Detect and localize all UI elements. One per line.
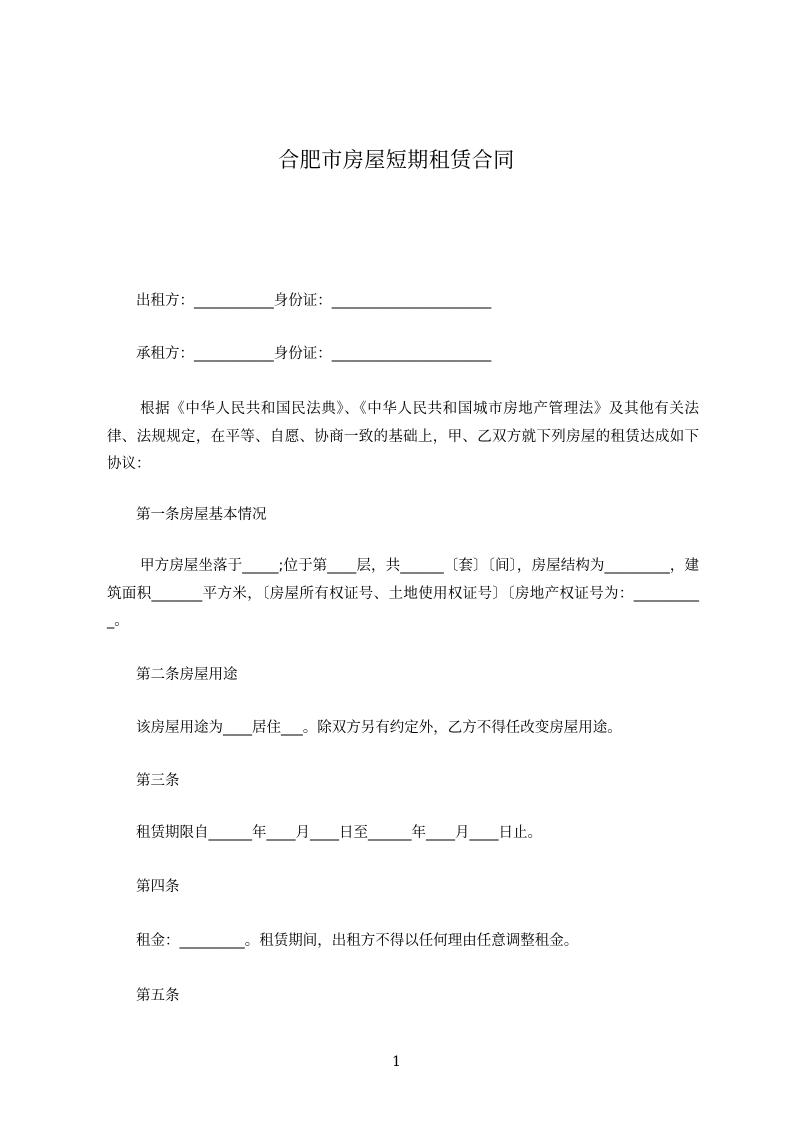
document-title: 合肥市房屋短期租赁合同 <box>278 148 515 172</box>
article2-heading: 第二条房屋用途 <box>136 667 238 683</box>
article1-heading: 第一条房屋基本情况 <box>136 507 267 523</box>
lessor-line: 出租方：___________身份证：______________________ <box>136 293 492 309</box>
article3-body: 租赁期限自______年____月____日至______年____月____日止。 <box>136 825 542 841</box>
preamble-paragraph: 根据《中华人民共和国民法典》、《中华人民共和国城市房地产管理法》及其他有关法律、法规规定，在平等、自愿、协商一致的基础上，甲、乙双方就下列房屋的租赁达成如下协议： <box>107 401 699 472</box>
article5-heading: 第五条 <box>136 988 180 1004</box>
lessee-line: 承租方：___________身份证：______________________ <box>136 346 492 362</box>
article4-body: 租金：_________。租赁期间，出租方不得以任何理由任意调整租金。 <box>136 933 579 949</box>
article3-heading: 第三条 <box>136 773 180 789</box>
page-number: 1 <box>392 1054 401 1070</box>
article2-body: 该房屋用途为____居住___。除双方另有约定外，乙方不得任改变房屋用途。 <box>136 720 622 736</box>
article4-heading: 第四条 <box>136 879 180 895</box>
article1-body: 甲方房屋坐落于_____;位于第____层，共______〔套〕〔间〕，房屋结构为_________，建筑面积_______平方米，〔房屋所有权证号、土地使用权证号〕〔房地产权证号为：__________。 <box>107 558 699 629</box>
